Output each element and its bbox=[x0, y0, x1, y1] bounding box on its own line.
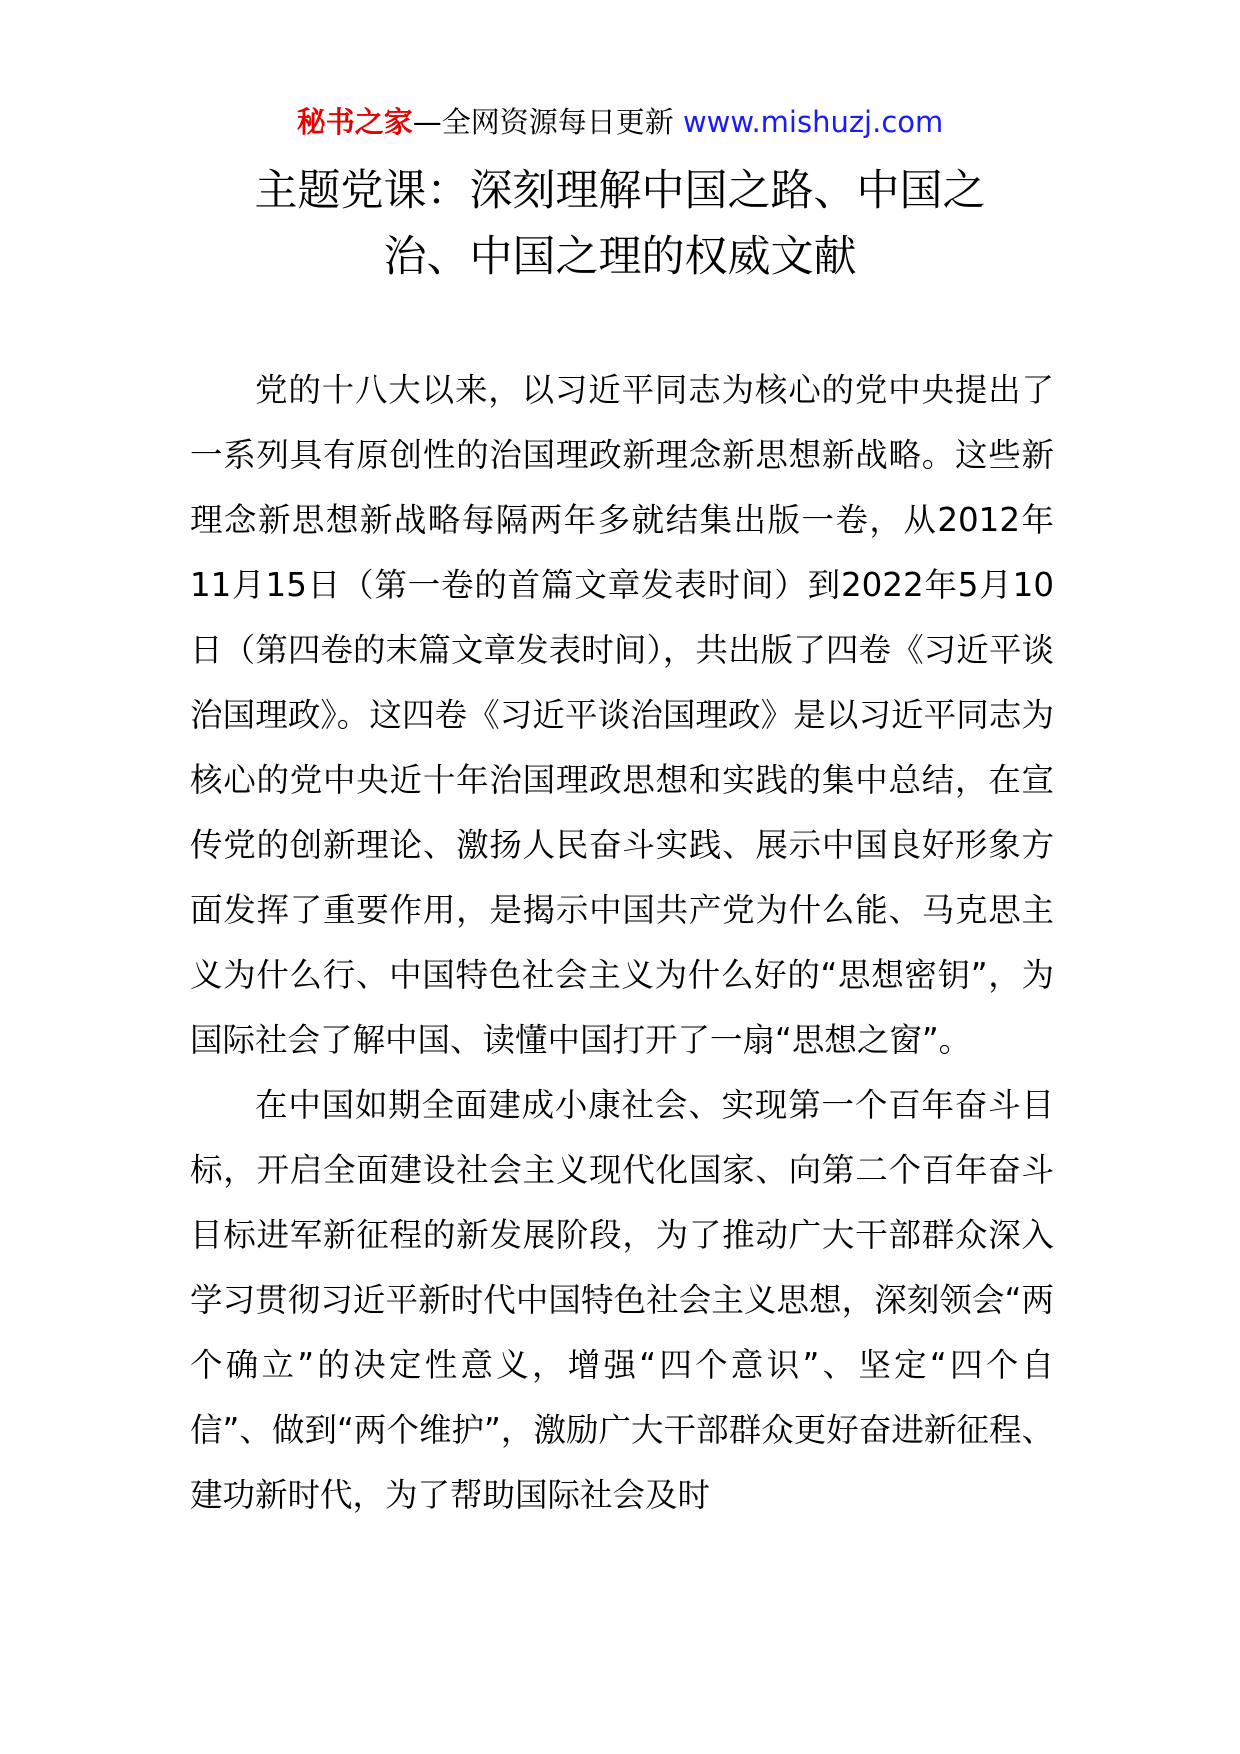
page-title bbox=[190, 158, 1050, 290]
title-line-2: 治、中国之理的权威文献 bbox=[383, 232, 857, 282]
body-paragraph-1: 党的十八大以来，以习近平同志为核心的党中央提出了一系列具有原创性的治国理政新理念新思想新战略。这些新理念新思想新战略每隔两年多就结集出版一卷，从2012年11月15日（第一卷的首篇文章发表时间）到2022年5月10日（第四卷的末篇文章发表时间），共出版了四卷《习近平谈治国理政》。这四卷《习近平谈治国理政》是以习近平同志为核心的党中央近十年治国理政思想和实践的集中总结，在宣传党的创新理论、激扬人民奋斗实践、展示中国良好形象方面发挥了重要作用，是揭示中国共产党为什么能、马克思主义为什么行、中国特色社会主义为什么好的“思想密钥”，为国际社会了解中国、读懂中国打开了一扇“思想之窗”。 bbox=[190, 371, 1054, 1059]
site-url-link[interactable]: www.mishuzj.com bbox=[682, 105, 944, 139]
title-line-1: 主题党课：深刻理解中国之路、中国之 bbox=[254, 166, 986, 216]
brand-name: 秘书之家 bbox=[296, 105, 413, 139]
document-body bbox=[190, 358, 1054, 1528]
header-tagline: —全网资源每日更新 bbox=[412, 105, 683, 139]
body-paragraph-2: 在中国如期全面建成小康社会、实现第一个百年奋斗目标，开启全面建设社会主义现代化国家、向第二个百年奋斗目标进军新征程的新发展阶段，为了推动广大干部群众深入学习贯彻习近平新时代中国特色社会主义思想，深刻领会“两个确立”的决定性意义，增强“四个意识”、坚定“四个自信”、做到“两个维护”，激励广大干部群众更好奋进新征程、建功新时代，为了帮助国际社会及时 bbox=[190, 1086, 1054, 1514]
site-header bbox=[0, 100, 1240, 144]
